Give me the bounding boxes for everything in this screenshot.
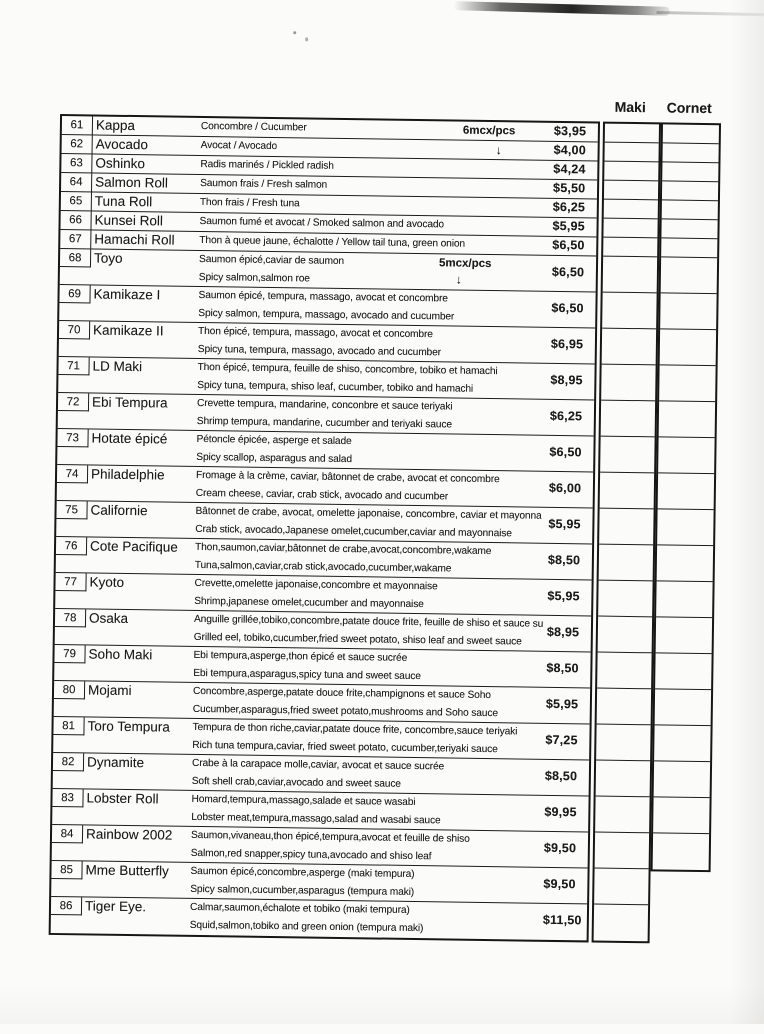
- pieces-label: 6mcx/pcs: [463, 122, 516, 141]
- item-desc-en: Salmon,red snapper,spicy tuna,avocado and shiso leaf: [191, 844, 470, 865]
- item-desc-fr: Saumon épicé, tempura, massago, avocat et concombre: [198, 287, 454, 308]
- item-desc-fr: Fromage à la crème, caviar, bâtonnet de crabe, avocat et concombre: [196, 467, 500, 489]
- item-desc-fr: Crevette tempura, mandarine, conconbre et sauce teriyaki: [197, 395, 453, 416]
- item-desc-fr: Thon,saumon,caviar,bâtonnet de crabe,avocat,concombre,wakame: [195, 539, 492, 561]
- cornet-cell: [661, 219, 717, 239]
- item-price: $6,50: [552, 265, 584, 279]
- item-desc-fr: Saumon fumé et avocat / Smoked salmon and avocado: [199, 213, 444, 235]
- item-price: $5,95: [547, 589, 579, 603]
- item-name: Mme Butterfly: [85, 861, 169, 880]
- item-price: $6,25: [550, 409, 582, 423]
- scan-speck: [305, 37, 308, 41]
- item-desc: [192, 719, 517, 759]
- item-name: Kyoto: [89, 573, 124, 591]
- item-desc-en: Spicy tuna, tempura, shiso leaf, cucumber, tobiko and hamachi: [197, 376, 497, 398]
- maki-cell: [599, 545, 653, 582]
- item-number: 70: [59, 321, 90, 339]
- item-desc-fr: Tempura de thon riche,caviar,patate douce frite, concombre,sauce teriyaki: [192, 719, 517, 741]
- item-desc-fr: Saumon épicé,caviar de saumon: [199, 251, 344, 271]
- maki-cell: [598, 581, 652, 618]
- item-desc-fr: Thon épicé, tempura, massago, avocat et concombre: [198, 323, 441, 344]
- item-price: $5,95: [552, 219, 584, 233]
- item-desc-fr: Pétoncle épicée, asperge et salade: [196, 431, 352, 451]
- item-name: Cote Pacifique: [90, 537, 178, 556]
- cornet-cell: [663, 124, 719, 144]
- cornet-cell: [660, 293, 716, 330]
- item-desc-en: Soft shell crab,caviar,avocado and sweet sauce: [192, 772, 444, 793]
- cornet-cell: [654, 725, 710, 762]
- item-desc-en: Ebi tempura,asparagus,spicy tuna and sweet sauce: [193, 664, 421, 685]
- item-number: 71: [58, 357, 89, 375]
- item-name: LD Maki: [92, 357, 142, 376]
- item-desc: [194, 575, 438, 613]
- item-price: $6,50: [549, 445, 581, 459]
- item-price: $8,95: [550, 373, 582, 387]
- cornet-cell: [659, 365, 715, 402]
- cornet-cell: [658, 437, 714, 474]
- item-desc: [198, 287, 454, 326]
- item-desc-fr: Saumon,vivaneau,thon épicé,tempura,avocat et feuille de shiso: [191, 827, 470, 848]
- cornet-column-header: Cornet: [656, 99, 722, 116]
- cornet-cell: [653, 797, 709, 834]
- maki-cell: [600, 473, 654, 510]
- item-name: Kamikaze I: [93, 285, 160, 304]
- item-desc-fr: Crabe à la carapace molle,caviar, avocat et sauce sucrée: [192, 755, 444, 776]
- item-number: 68: [60, 249, 91, 267]
- maki-cell: [603, 257, 657, 294]
- item-number: 80: [54, 681, 85, 699]
- item-name: Salmon Roll: [95, 173, 168, 192]
- item-desc-en: Shrimp tempura, mandarine, cucumber and teriyaki sauce: [197, 412, 453, 433]
- pieces-label: 5mcx/pcs: [439, 254, 492, 273]
- item-name: Lobster Roll: [86, 789, 158, 808]
- item-price: $11,50: [543, 913, 582, 928]
- item-price: $9,95: [544, 805, 576, 819]
- maki-cell: [597, 689, 651, 726]
- item-desc: [195, 503, 542, 543]
- menu-row: [51, 897, 587, 940]
- item-name: Tiger Eye.: [85, 897, 146, 916]
- item-number: 64: [61, 173, 92, 191]
- arrow-down-icon: ↓: [456, 272, 462, 288]
- cornet-cell: [654, 761, 710, 798]
- item-number: 75: [56, 501, 87, 519]
- item-desc-en: Tuna,salmon,caviar,crab stick,avocado,cucumber,wakame: [195, 556, 492, 578]
- item-desc-fr: Anguille grillée,tobiko,concombre,patate douce frite, feuille de shiso et sauce su: [194, 611, 543, 633]
- item-price: $8,50: [545, 769, 577, 783]
- item-desc-fr: Radis marinés / Pickled radish: [200, 156, 334, 176]
- cornet-cell: [655, 689, 711, 726]
- item-price: $6,50: [552, 238, 584, 252]
- item-price: $6,95: [551, 337, 583, 351]
- item-price: $5,95: [548, 517, 580, 531]
- cornet-cell: [658, 473, 714, 510]
- arrow-down-icon: ↓: [496, 142, 502, 158]
- item-desc: [195, 539, 492, 578]
- cornet-cell: [659, 401, 715, 438]
- item-desc: [196, 431, 352, 468]
- maki-cell: [597, 653, 651, 690]
- item-price: $5,50: [553, 181, 585, 195]
- item-desc: [200, 194, 300, 214]
- cornet-cell: [661, 238, 717, 258]
- cornet-cell: [657, 509, 713, 546]
- item-name: Philadelphie: [91, 465, 165, 484]
- item-desc-fr: Bâtonnet de crabe, avocat, omelette japonaise, concombre, caviar et mayonna: [195, 503, 541, 525]
- item-price: $6,50: [551, 301, 583, 315]
- item-desc: [199, 251, 344, 288]
- item-desc: [194, 611, 544, 651]
- item-number: 74: [57, 465, 88, 483]
- item-number: 72: [58, 393, 89, 411]
- maki-cell: [594, 869, 648, 906]
- maki-cell: [598, 617, 652, 654]
- item-desc-fr: Ebi tempura,asperge,thon épicé et sauce sucrée: [193, 647, 421, 668]
- item-number: 84: [52, 825, 83, 843]
- scan-smudge-top: [454, 1, 670, 16]
- item-desc-en: Crab stick, avocado,Japanese omelet,cucumber,caviar and mayonnaise: [195, 520, 541, 542]
- item-number: 63: [61, 154, 92, 172]
- item-number: 65: [61, 192, 92, 210]
- item-desc-en: Spicy tuna, tempura, massago, avocado and cucumber: [198, 340, 441, 361]
- item-desc-fr: Homard,tempura,massago,salade et sauce wasabi: [191, 791, 441, 812]
- item-number: 76: [56, 537, 87, 555]
- item-desc: [198, 323, 442, 361]
- item-desc: [197, 359, 497, 398]
- item-number: 85: [51, 861, 82, 879]
- item-desc-fr: Calmar,saumon,échalote et tobiko (maki tempura): [190, 899, 424, 920]
- maki-cell: [601, 365, 655, 402]
- item-desc: [192, 755, 445, 794]
- item-price: $6,25: [553, 200, 585, 214]
- item-desc: [200, 156, 334, 176]
- item-desc-fr: Concombre,asperge,patate douce frite,champignons et sauce Soho: [193, 683, 498, 705]
- maki-cell: [603, 238, 657, 258]
- cornet-column: [651, 122, 721, 872]
- cornet-cell: [655, 653, 711, 690]
- item-desc-en: Shrimp,japanese omelet,cucumber and mayonnaise: [194, 592, 437, 613]
- maki-cell: [596, 761, 650, 798]
- item-number: 82: [53, 753, 84, 771]
- item-name: Ebi Tempura: [92, 393, 168, 412]
- item-desc: [196, 467, 500, 506]
- item-number: 62: [62, 135, 93, 153]
- maki-cell: [599, 509, 653, 546]
- item-name: Rainbow 2002: [86, 825, 173, 844]
- item-number: 77: [55, 573, 86, 591]
- item-number: 83: [52, 789, 83, 807]
- item-desc-fr: Saumon frais / Fresh salmon: [200, 175, 327, 195]
- maki-cell: [594, 905, 648, 942]
- item-number: 69: [59, 285, 90, 303]
- item-name: Californie: [90, 501, 147, 520]
- item-number: 86: [51, 897, 82, 915]
- cornet-cell: [660, 329, 716, 366]
- item-desc-fr: Saumon épicé,concombre,asperge (maki tempura): [190, 863, 414, 884]
- item-name: Toyo: [94, 249, 123, 267]
- item-price: $9,50: [544, 841, 576, 855]
- item-desc-fr: Thon épicé, tempura, feuille de shiso, concombre, tobiko et hamachi: [197, 359, 497, 381]
- item-price: $5,95: [546, 697, 578, 711]
- item-name: Dynamite: [87, 753, 144, 772]
- item-desc-en: Spicy salmon, tempura, massago, avocado and cucumber: [198, 304, 454, 325]
- cornet-cell: [656, 581, 712, 618]
- maki-column-header: Maki: [601, 99, 659, 116]
- maki-cell: [601, 401, 655, 438]
- item-desc-en: Lobster meat,tempura,massago,salad and wasabi sauce: [191, 808, 441, 829]
- item-desc-en: Squid,salmon,tobiko and green onion (tempura maki): [190, 916, 424, 937]
- item-desc-en: Cucumber,asparagus,fried sweet potato,mushrooms and Soho sauce: [193, 700, 498, 722]
- item-price: $4,24: [553, 162, 585, 176]
- maki-cell: [604, 143, 658, 163]
- item-desc-en: Cream cheese, caviar, crab stick, avocado and cucumber: [196, 484, 500, 506]
- item-desc-en: Grilled eel, tobiko,cucumber,fried sweet potato, shiso leaf and sweet sauce: [194, 628, 543, 650]
- item-number: 73: [57, 429, 88, 447]
- item-name: Tuna Roll: [95, 192, 153, 211]
- item-number: 67: [60, 230, 91, 248]
- cornet-cell: [662, 143, 718, 163]
- item-desc-en: Spicy scallop, asparagus and salad: [196, 448, 352, 468]
- cornet-cell: [662, 162, 718, 182]
- item-price: $9,50: [543, 877, 575, 891]
- cornet-cell: [662, 200, 718, 220]
- item-desc: [193, 683, 499, 722]
- item-name: Kunsei Roll: [94, 211, 163, 230]
- item-desc-fr: Concombre / Cucumber: [201, 118, 307, 138]
- item-number: 78: [55, 609, 86, 627]
- item-name: Kamikaze II: [93, 321, 164, 340]
- item-desc: [191, 791, 441, 829]
- maki-cell: [604, 181, 658, 201]
- item-desc: [201, 118, 307, 138]
- maki-cell: [602, 329, 656, 366]
- item-desc-fr: Thon à queue jaune, échalotte / Yellow tail tuna, green onion: [199, 232, 465, 254]
- maki-cell: [603, 219, 657, 239]
- item-desc-en: Rich tuna tempura,caviar, fried sweet potato, cucumber,teriyaki sauce: [192, 736, 517, 758]
- item-desc: [201, 137, 278, 157]
- item-price: $7,25: [545, 733, 577, 747]
- item-name: Hotate épicé: [91, 429, 167, 448]
- item-desc: [190, 863, 414, 901]
- item-desc-fr: Thon frais / Fresh tuna: [200, 194, 300, 214]
- item-name: Kappa: [96, 117, 135, 136]
- menu-table: [49, 114, 600, 942]
- cornet-cell: [656, 617, 712, 654]
- item-price: $6,00: [549, 481, 581, 495]
- cornet-cell: [661, 257, 717, 294]
- item-name: Soho Maki: [88, 645, 152, 664]
- maki-cell: [604, 162, 658, 182]
- item-desc: [191, 827, 470, 866]
- maki-cell: [602, 293, 656, 330]
- item-desc-en: Spicy salmon,salmon roe: [199, 268, 344, 288]
- maki-cell: [595, 833, 649, 870]
- item-name: Mojami: [88, 681, 132, 700]
- item-name: Oshinko: [95, 154, 145, 173]
- cornet-cell: [657, 545, 713, 582]
- item-desc: [190, 899, 424, 937]
- scan-smudge-tail: [657, 11, 764, 16]
- item-name: Toro Tempura: [87, 717, 170, 736]
- item-number: 66: [60, 211, 91, 229]
- cornet-cell: [662, 181, 718, 201]
- item-name: Hamachi Roll: [94, 230, 175, 249]
- item-desc: [193, 647, 421, 685]
- item-number: 79: [54, 645, 85, 663]
- maki-cell: [604, 200, 658, 220]
- maki-cell: [605, 124, 659, 144]
- item-price: $8,50: [546, 661, 578, 675]
- item-price: $3,95: [554, 124, 586, 138]
- item-number: 61: [62, 116, 93, 134]
- maki-cell: [600, 437, 654, 474]
- item-desc-fr: Avocat / Avocado: [201, 137, 278, 157]
- item-name: Osaka: [89, 609, 128, 628]
- item-desc: [200, 175, 327, 195]
- item-price: $4,00: [554, 143, 586, 157]
- item-number: 81: [53, 717, 84, 735]
- scan-speck: [293, 31, 296, 34]
- item-price: $8,95: [547, 625, 579, 639]
- item-price: $8,50: [548, 553, 580, 567]
- item-name: Avocado: [96, 136, 149, 155]
- item-desc-en: Spicy salmon,cucumber,asparagus (tempura maki): [190, 880, 414, 901]
- cornet-cell: [653, 833, 709, 870]
- item-desc-fr: Crevette,omelette japonaise,concombre et mayonnaise: [194, 575, 437, 596]
- maki-cell: [596, 725, 650, 762]
- item-desc: [197, 395, 453, 434]
- maki-cell: [595, 797, 649, 834]
